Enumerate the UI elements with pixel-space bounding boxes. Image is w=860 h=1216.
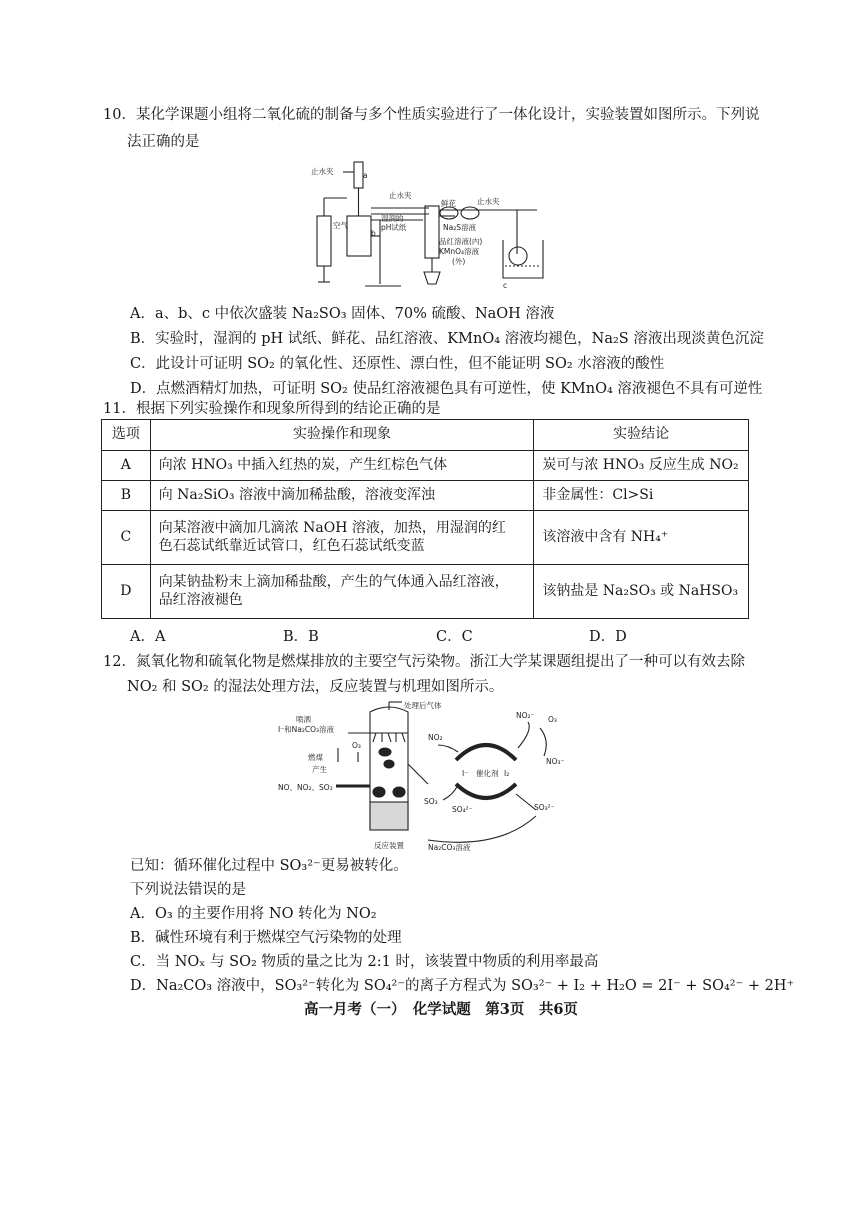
- wet-ph-label-1: 湿润的: [381, 214, 404, 223]
- solution-label: I⁻和Na₂CO₃溶液: [278, 725, 335, 734]
- header-option: 选项: [102, 420, 151, 451]
- na2co3-label: Na₂CO₃溶液: [428, 843, 471, 852]
- na2s-label: Na₂S溶液: [443, 223, 476, 232]
- q12-note: 已知：循环催化过程中 SO₃²⁻更易被转化。: [130, 858, 408, 874]
- iodine-label: I₂: [504, 769, 510, 778]
- q10-stem-line1: 10．某化学课题小组将二氧化硫的制备与多个性质实验进行了一体化设计，实验装置如图所示。下列说: [103, 107, 760, 123]
- no2-left-label: NO₂: [428, 733, 443, 742]
- row-conclusion: 该钠盐是 Na₂SO₃ 或 NaHSO₃: [534, 565, 749, 619]
- row-operation: [150, 565, 534, 619]
- q10-option-b: B．实验时，湿润的 pH 试纸、鲜花、品红溶液、KMnO₄ 溶液均褪色，Na₂S 溶液出现淡黄色沉淀: [130, 331, 764, 347]
- q10-option-d: D．点燃酒精灯加热，可证明 SO₂ 使品红溶液褪色具有可逆性，使 KMnO₄ 溶液褪色不具有可逆性: [130, 381, 763, 397]
- q10-apparatus-figure: [305, 158, 550, 298]
- row-option: C: [102, 511, 151, 565]
- air-label: 空气: [333, 221, 348, 230]
- so3-left-label: SO₃: [424, 797, 438, 806]
- label-c: c: [503, 281, 508, 290]
- q11-stem: 11．根据下列实验操作和现象所得到的结论正确的是: [103, 401, 441, 417]
- q10-option-a: A．a、b、c 中依次盛装 Na₂SO₃ 固体、70% 硫酸、NaOH 溶液: [130, 306, 555, 322]
- coal-label: 燃煤: [308, 753, 323, 762]
- pinkred-label: 品红溶液(内): [439, 237, 483, 246]
- q12-option-c: C．当 NOₓ 与 SO₂ 物质的量之比为 2:1 时，该装置中物质的利用率最高: [130, 954, 599, 970]
- q11-choice-a: A．A: [130, 629, 166, 645]
- stop-clip-label-1: 止水夹: [311, 167, 334, 176]
- outer-label: (外): [452, 257, 466, 266]
- row-operation: [150, 511, 534, 565]
- row-operation-line2: 色石蕊试纸靠近试管口，红色石蕊试纸变蓝: [158, 537, 425, 554]
- q12-stem-line2: NO₂ 和 SO₂ 的湿法处理方法，反应装置与机理如图所示。: [127, 679, 504, 695]
- o3-label: O₃: [352, 741, 361, 750]
- row-option: D: [102, 565, 151, 619]
- q10-stem-line2: 法正确的是: [127, 134, 200, 150]
- row-conclusion: 非金属性：Cl>Si: [534, 481, 749, 511]
- header-conclusion: 实验结论: [534, 420, 749, 451]
- q12-mechanism-figure: [278, 700, 588, 852]
- label-b: b: [371, 229, 376, 238]
- q10-option-c: C．此设计可证明 SO₂ 的氧化性、还原性、漂白性，但不能证明 SO₂ 水溶液的酸性: [130, 356, 665, 372]
- row-conclusion: 该溶液中含有 NH₄⁺: [534, 511, 749, 565]
- treated-gas-label: 处理后气体: [404, 701, 442, 710]
- table-row: [102, 481, 749, 511]
- flower-label: 鲜花: [441, 199, 456, 208]
- table-row: [102, 451, 749, 481]
- no2-minus-label: NO₂⁻: [516, 711, 535, 720]
- row-operation: 向 Na₂SiO₃ 溶液中滴加稀盐酸，溶液变浑浊: [150, 481, 534, 511]
- iodide-label: I⁻: [462, 769, 469, 778]
- row-option: B: [102, 481, 151, 511]
- header-operation: 实验操作和现象: [150, 420, 534, 451]
- page-footer: 高一月考（一） 化学试题 第3页 共6页: [304, 1001, 578, 1018]
- so3-right-label: SO₃²⁻: [534, 803, 555, 812]
- table-row: [102, 565, 749, 619]
- q11-choice-c: C．C: [436, 629, 473, 645]
- row-operation-line1: 向某钠盐粉末上滴加稀盐酸，产生的气体通入品红溶液，: [158, 574, 509, 590]
- q12-option-d: D．Na₂CO₃ 溶液中，SO₃²⁻转化为 SO₄²⁻的离子方程式为 SO₃²⁻ + I₂ + H₂O = 2I⁻ + SO₄²⁻ + 2H⁺: [130, 978, 795, 994]
- wet-ph-label-2: pH试纸: [381, 223, 407, 232]
- label-a: a: [363, 171, 368, 180]
- catalyst-label: 催化剂: [476, 769, 499, 778]
- q12-option-b: B．碱性环境有利于燃煤空气污染物的处理: [130, 930, 402, 946]
- q11-choice-b: B．B: [283, 629, 319, 645]
- gases-label: NO、NO₂、SO₂: [278, 783, 333, 792]
- q11-table: [101, 419, 749, 619]
- table-header-row: [102, 420, 749, 451]
- row-option: A: [102, 451, 151, 481]
- spray-label: 喷洒: [296, 715, 311, 724]
- o3-right-label: O₃: [548, 715, 557, 724]
- so4-left-label: SO₄²⁻: [452, 805, 473, 814]
- q12-ask: 下列说法错误的是: [130, 882, 246, 898]
- no3-minus-label: NO₃⁻: [546, 757, 565, 766]
- produce-label: 产生: [312, 765, 327, 774]
- row-operation-line2: 品红溶液褪色: [158, 591, 243, 608]
- reactor-label: 反应装置: [374, 841, 404, 850]
- stop-clip-label-3: 止水夹: [477, 197, 500, 206]
- row-operation-line1: 向某溶液中滴加几滴浓 NaOH 溶液，加热，用湿润的红: [158, 520, 506, 536]
- q11-choice-d: D．D: [589, 629, 627, 645]
- row-operation: 向浓 HNO₃ 中插入红热的炭，产生红棕色气体: [150, 451, 534, 481]
- table-row: [102, 511, 749, 565]
- kmno4-label: KMnO₄溶液: [439, 247, 480, 256]
- q12-option-a: A．O₃ 的主要作用将 NO 转化为 NO₂: [130, 906, 377, 922]
- row-conclusion: 炭可与浓 HNO₃ 反应生成 NO₂: [534, 451, 749, 481]
- q12-stem-line1: 12．氮氧化物和硫氧化物是燃煤排放的主要空气污染物。浙江大学某课题组提出了一种可以有效去除: [103, 654, 745, 670]
- stop-clip-label-2: 止水夹: [389, 191, 412, 200]
